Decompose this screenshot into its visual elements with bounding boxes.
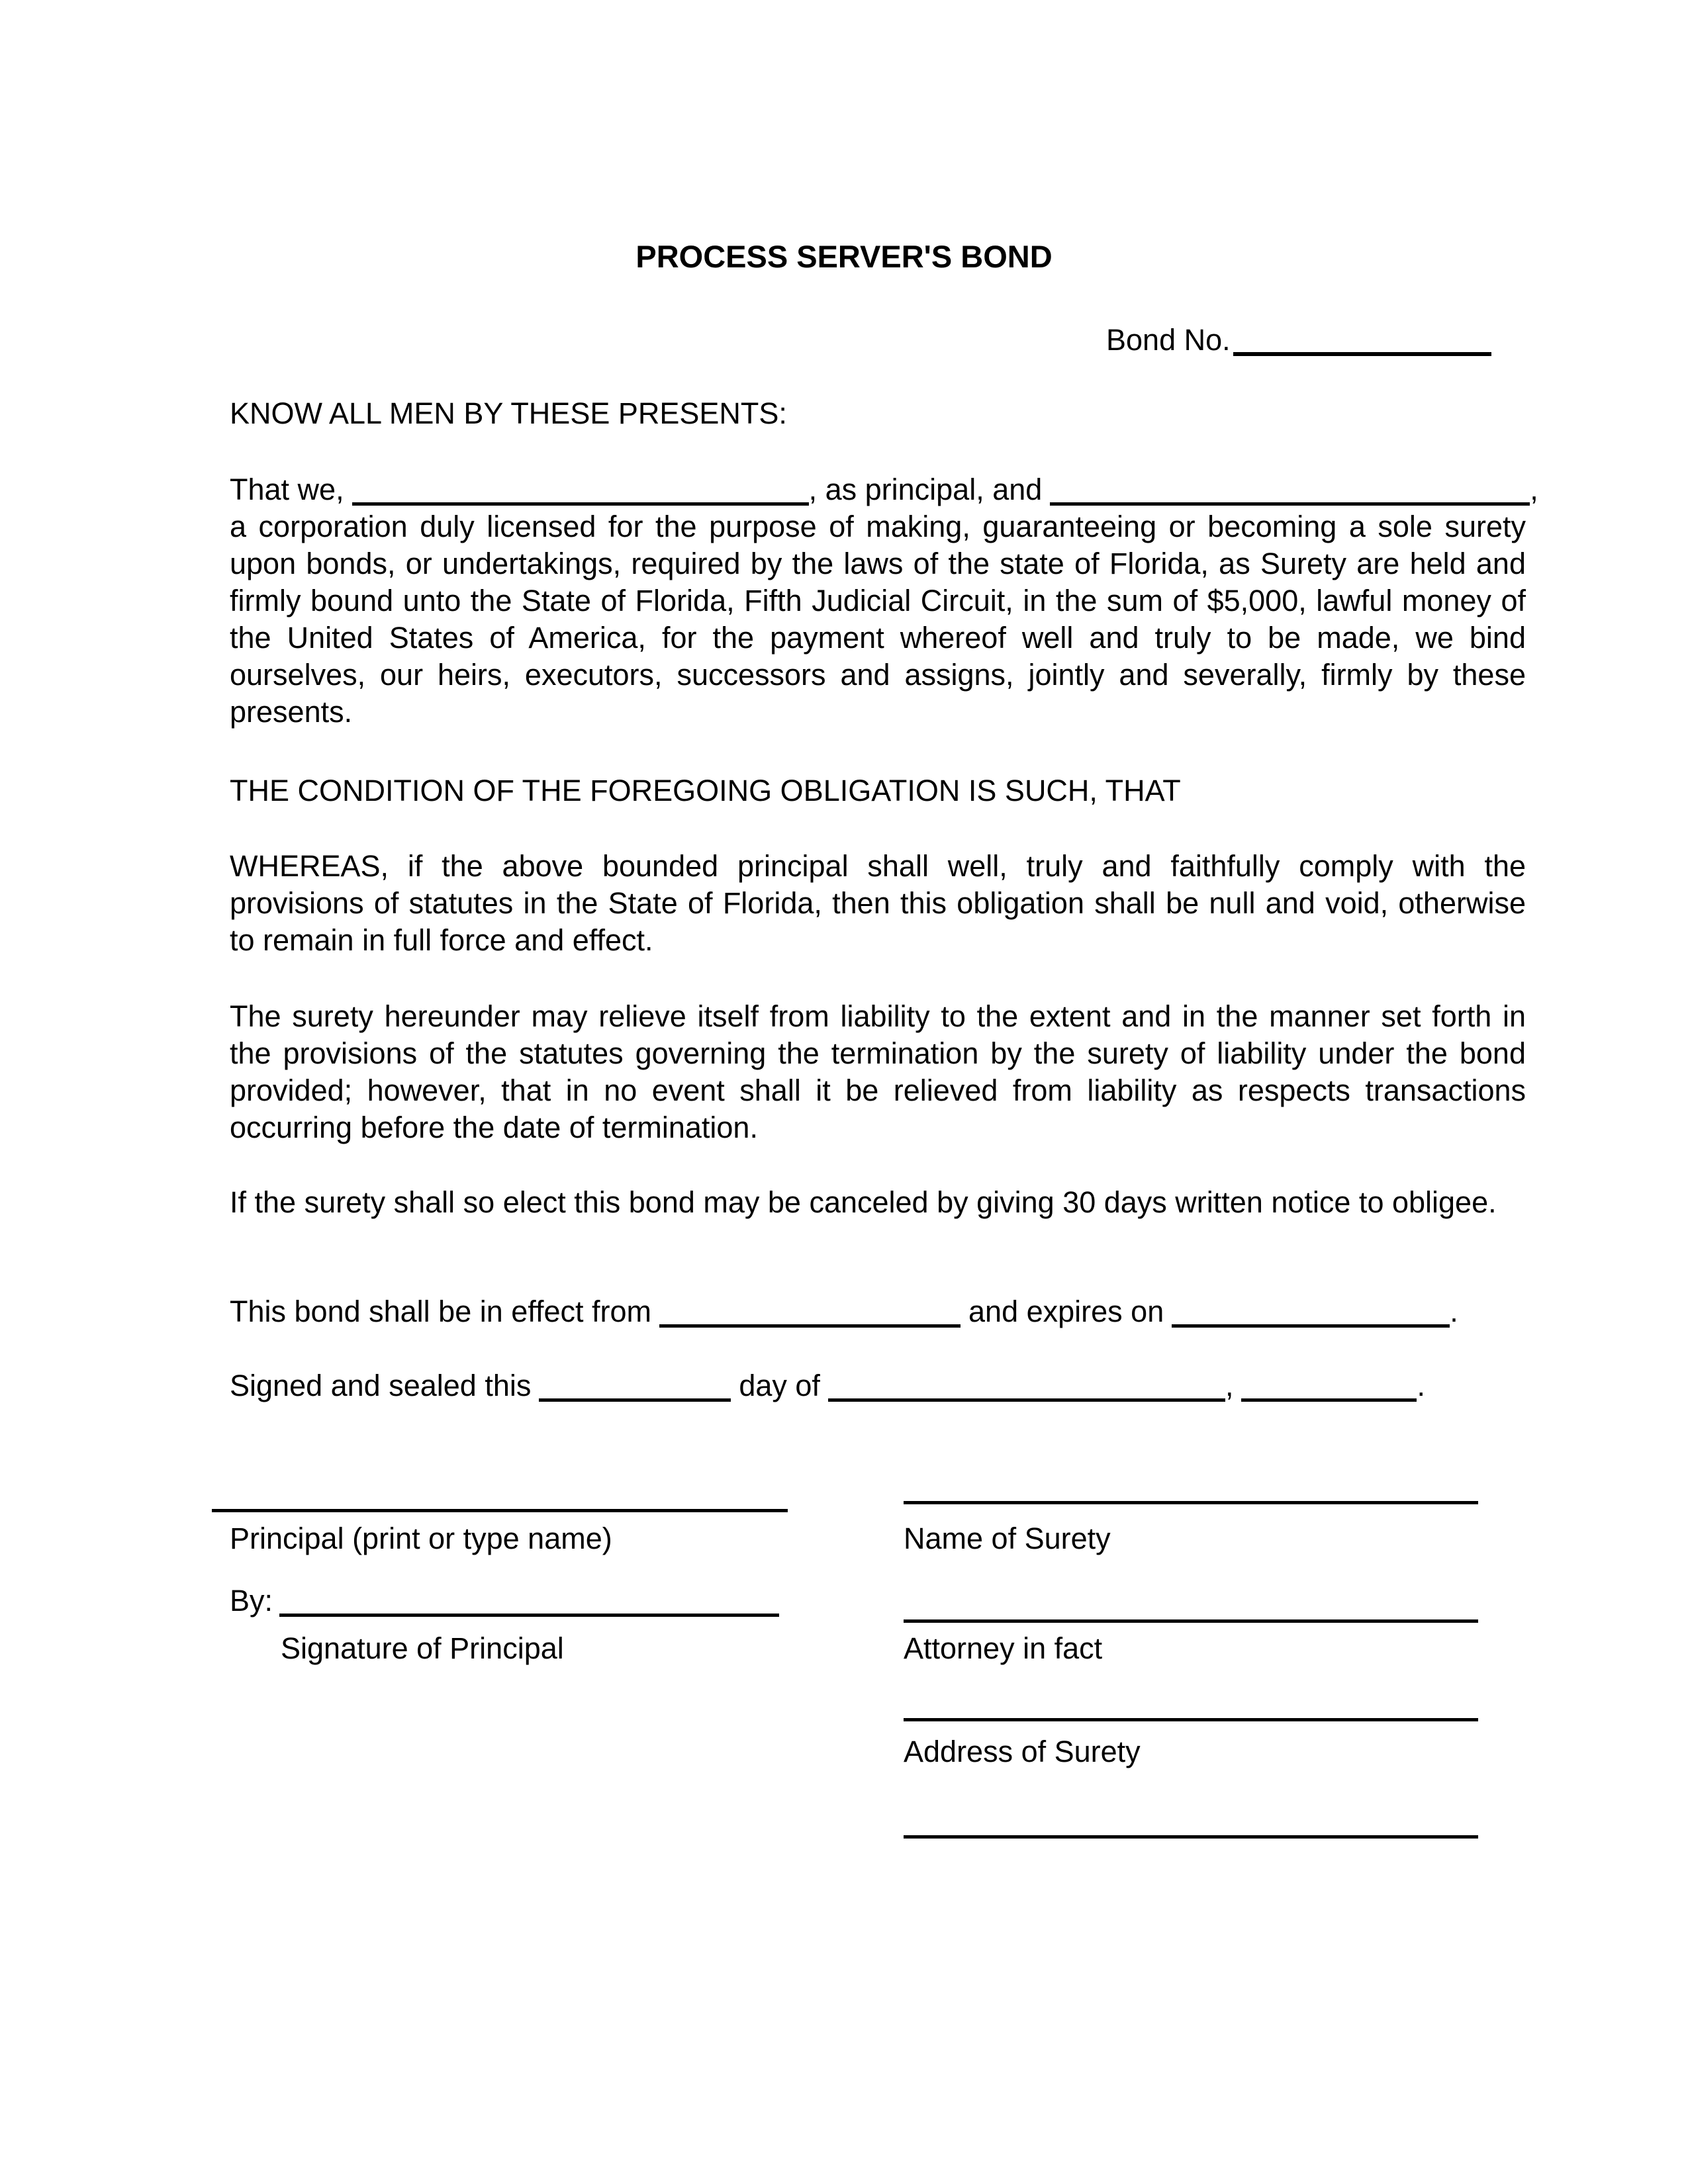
effect-period: . (1450, 1295, 1458, 1328)
surety-name-label: Name of Surety (904, 1522, 1111, 1555)
effect-mid-text: and expires on (968, 1295, 1164, 1328)
intro-first-line (230, 471, 1538, 508)
surety-name-field[interactable] (1050, 482, 1530, 506)
attorney-in-fact-label: Attorney in fact (904, 1631, 1103, 1665)
signed-sealed-line (230, 1367, 1425, 1404)
document-title: PROCESS SERVER'S BOND (635, 239, 1053, 274)
attorney-in-fact-line[interactable] (904, 1619, 1478, 1623)
principal-signature-field[interactable] (279, 1594, 779, 1617)
signed-period: . (1417, 1369, 1425, 1402)
principal-name-label: Principal (print or type name) (230, 1522, 612, 1555)
surety-address-line[interactable] (904, 1718, 1478, 1721)
expires-on-field[interactable] (1172, 1304, 1450, 1328)
signed-dayof-text: day of (739, 1369, 820, 1402)
intro-trailing-comma: , (1530, 473, 1538, 506)
effect-from-field[interactable] (659, 1304, 961, 1328)
day-field[interactable] (539, 1379, 731, 1402)
intro-mid-text: , as principal, and (808, 473, 1043, 506)
whereas-paragraph: WHEREAS, if the above bounded principal shall well, truly and faithfully comply with the provisions of statutes in the State of Florida, then this obligation shall be null and void, otherwise to remain in full force and effect. (230, 849, 1526, 957)
principal-name-line[interactable] (212, 1509, 788, 1512)
effect-pre-text: This bond shall be in effect from (230, 1295, 652, 1328)
year-field[interactable] (1241, 1379, 1417, 1402)
condition-heading: THE CONDITION OF THE FOREGOING OBLIGATION IS SUCH, THAT (230, 774, 1181, 807)
cancellation-paragraph: If the surety shall so elect this bond may be canceled by giving 30 days written notice to obligee. (230, 1185, 1497, 1219)
by-label: By: (230, 1584, 273, 1617)
intro-pre-text: That we, (230, 473, 344, 506)
surety-address-line-2[interactable] (904, 1835, 1478, 1839)
effect-dates-line (230, 1293, 1458, 1330)
principal-name-field[interactable] (352, 482, 809, 506)
principal-signature-label: Signature of Principal (281, 1631, 564, 1665)
month-field[interactable] (828, 1379, 1225, 1402)
signed-comma: , (1225, 1369, 1234, 1402)
bond-number-label: Bond No. (1106, 323, 1231, 357)
bond-number-field[interactable] (1233, 332, 1491, 356)
surety-name-line[interactable] (904, 1501, 1478, 1504)
bond-number-row (1106, 322, 1491, 359)
intro-paragraph: a corporation duly licensed for the purpose of making, guaranteeing or becoming a sole surety upon bonds, or undertakings, required by the laws of the state of Florida, as Surety are held and firmly bound unto the State of Florida, Fifth Judicial Circuit, in the sum of $5,000, lawful money of the United States of America, for the payment whereof well and truly to be made, we bind ourselves, our heirs, executors, successors and assigns, jointly and severally, firmly by these presents. (230, 510, 1526, 729)
by-signature-row (230, 1582, 779, 1619)
surety-address-label: Address of Surety (904, 1735, 1141, 1768)
surety-liability-paragraph: The surety hereunder may relieve itself from liability to the extent and in the manner set forth in the provisions of the statutes governing the termination by the surety of liability under the bond provided; however, that in no event shall it be relieved from liability as respects transactions occurring before the date of termination. (230, 999, 1526, 1144)
signed-pre-text: Signed and sealed this (230, 1369, 532, 1402)
salutation-heading: KNOW ALL MEN BY THESE PRESENTS: (230, 396, 787, 430)
